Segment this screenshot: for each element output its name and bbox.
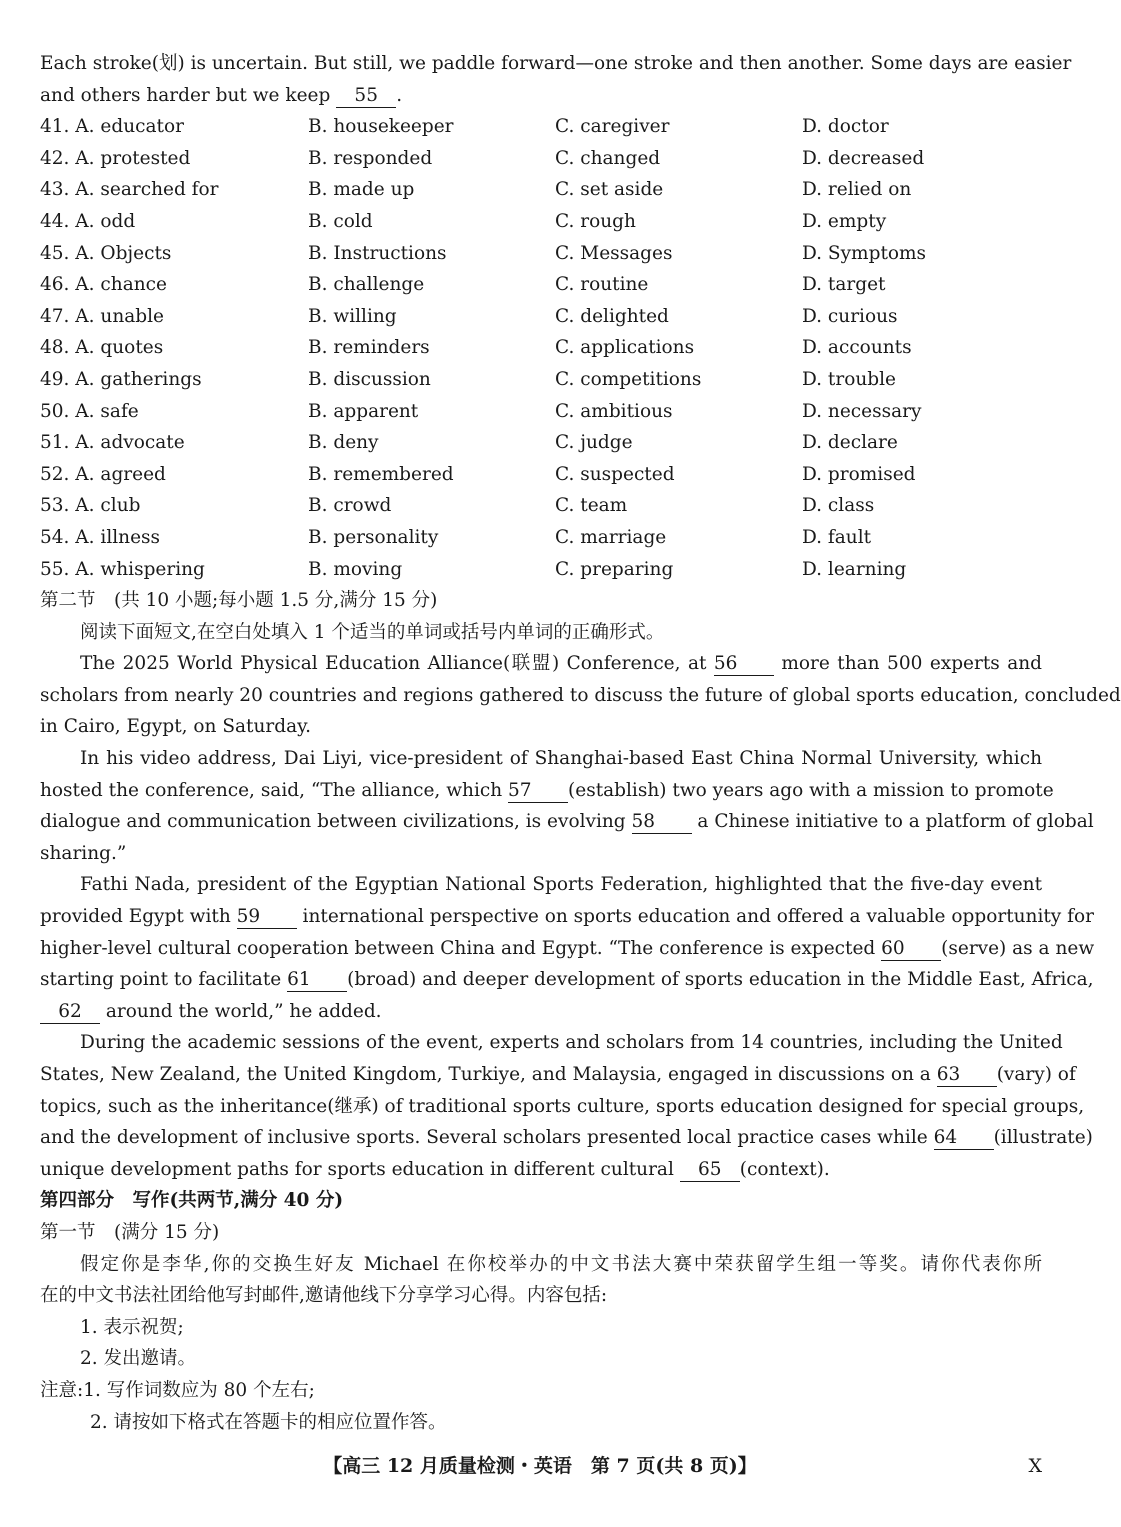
prompt-line: 在的中文书法社团给他写封邮件,邀请他线下分享学习心得。内容包括: bbox=[40, 1285, 608, 1307]
option-a: 54. A. illness bbox=[40, 526, 161, 548]
paragraph-line: in Cairo, Egypt, on Saturday. bbox=[40, 716, 311, 738]
option-row bbox=[40, 206, 1042, 238]
option-row bbox=[40, 269, 1042, 301]
option-d: D. relied on bbox=[802, 179, 912, 201]
option-b: B. crowd bbox=[308, 495, 392, 517]
option-c: C. suspected bbox=[555, 463, 675, 485]
blank-55: 55 bbox=[336, 85, 396, 108]
option-d: D. necessary bbox=[802, 400, 922, 422]
option-d: D. trouble bbox=[802, 368, 896, 390]
option-d: D. target bbox=[802, 274, 886, 296]
option-b: B. willing bbox=[308, 305, 397, 327]
passage-line bbox=[40, 80, 1042, 112]
option-b: B. apparent bbox=[308, 400, 419, 422]
option-a: 42. A. protested bbox=[40, 147, 191, 169]
option-d: D. curious bbox=[802, 305, 898, 327]
blank-59: 59 bbox=[237, 906, 297, 929]
note-line: 2. 请按如下格式在答题卡的相应位置作答。 bbox=[90, 1411, 447, 1433]
option-a: 44. A. odd bbox=[40, 210, 136, 232]
option-b: B. remembered bbox=[308, 463, 454, 485]
option-d: D. doctor bbox=[802, 116, 889, 138]
section2-instruction: 阅读下面短文,在空白处填入 1 个适当的单词或括号内单词的正确形式。 bbox=[80, 621, 665, 643]
paragraph-line: sharing.” bbox=[40, 842, 127, 864]
paragraph-line: During the academic sessions of the event, experts and scholars from 14 countries, including the United bbox=[80, 1032, 1063, 1054]
option-a: 45. A. Objects bbox=[40, 242, 172, 264]
part4-heading: 第四部分 写作(共两节,满分 40 分) bbox=[40, 1190, 344, 1212]
option-row bbox=[40, 554, 1042, 586]
option-c: C. competitions bbox=[555, 368, 702, 390]
option-row bbox=[40, 396, 1042, 428]
option-a: 49. A. gatherings bbox=[40, 368, 202, 390]
option-c: C. ambitious bbox=[555, 400, 673, 422]
option-a: 55. A. whispering bbox=[40, 558, 205, 580]
option-b: B. Instructions bbox=[308, 242, 447, 264]
option-a: 50. A. safe bbox=[40, 400, 139, 422]
option-b: B. deny bbox=[308, 432, 379, 454]
prompt-item: 1. 表示祝贺; bbox=[80, 1316, 184, 1338]
page-footer bbox=[0, 1451, 1080, 1481]
option-d: D. empty bbox=[802, 210, 887, 232]
option-row bbox=[40, 174, 1042, 206]
option-row bbox=[40, 427, 1042, 459]
option-c: C. rough bbox=[555, 210, 636, 232]
option-c: C. Messages bbox=[555, 242, 673, 264]
option-b: B. challenge bbox=[308, 274, 425, 296]
option-c: C. routine bbox=[555, 274, 649, 296]
passage-text: and others harder but we keep bbox=[40, 84, 331, 106]
option-b: B. reminders bbox=[308, 337, 430, 359]
option-d: D. declare bbox=[802, 432, 898, 454]
blank-57: 57 bbox=[508, 780, 568, 803]
option-row bbox=[40, 364, 1042, 396]
option-c: C. caregiver bbox=[555, 116, 670, 138]
paragraph-line: provided Egypt with 59 international perspective on sports education and offered a valuable opportunity for bbox=[40, 906, 1094, 928]
option-b: B. housekeeper bbox=[308, 116, 454, 138]
blank-62: 62 bbox=[40, 1001, 100, 1024]
option-a: 48. A. quotes bbox=[40, 337, 164, 359]
option-d: D. promised bbox=[802, 463, 916, 485]
paragraph-line: scholars from nearly 20 countries and regions gathered to discuss the future of global sports education, concluded bbox=[40, 684, 1121, 706]
footer-text: 【高三 12 月质量检测・英语 第 7 页(共 8 页)】 bbox=[323, 1455, 757, 1477]
option-b: B. cold bbox=[308, 210, 373, 232]
option-c: C. team bbox=[555, 495, 628, 517]
option-c: C. changed bbox=[555, 147, 661, 169]
paragraph-line: The 2025 World Physical Education Alliance(联盟) Conference, at 56 more than 500 experts and bbox=[80, 653, 1042, 675]
option-a: 46. A. chance bbox=[40, 274, 167, 296]
paragraph-line: topics, such as the inheritance(继承) of traditional sports culture, sports education designed for special groups, bbox=[40, 1095, 1085, 1117]
option-c: C. delighted bbox=[555, 305, 669, 327]
option-row bbox=[40, 490, 1042, 522]
option-row bbox=[40, 111, 1042, 143]
option-b: B. discussion bbox=[308, 368, 431, 390]
option-a: 51. A. advocate bbox=[40, 432, 185, 454]
option-d: D. decreased bbox=[802, 147, 925, 169]
option-d: D. learning bbox=[802, 558, 907, 580]
passage-line: Each stroke(划) is uncertain. But still, we paddle forward—one stroke and then another. Some days are easier bbox=[40, 53, 1072, 74]
paragraph-line: Fathi Nada, president of the Egyptian National Sports Federation, highlighted that the five-day event bbox=[80, 874, 1042, 896]
note-line: 注意:1. 写作词数应为 80 个左右; bbox=[40, 1379, 315, 1401]
option-c: C. set aside bbox=[555, 179, 664, 201]
blank-64: 64 bbox=[934, 1127, 994, 1150]
option-row bbox=[40, 143, 1042, 175]
blank-60: 60 bbox=[881, 938, 941, 961]
option-row bbox=[40, 459, 1042, 491]
option-a: 43. A. searched for bbox=[40, 179, 219, 201]
option-row bbox=[40, 332, 1042, 364]
blank-56: 56 bbox=[714, 653, 774, 676]
option-row bbox=[40, 301, 1042, 333]
version-mark: X bbox=[1028, 1455, 1042, 1477]
part4-subheading: 第一节 (满分 15 分) bbox=[40, 1221, 220, 1243]
option-c: C. preparing bbox=[555, 558, 674, 580]
paragraph-line: and the development of inclusive sports. Several scholars presented local practice cases while 64 (illustrate) bbox=[40, 1127, 1093, 1149]
paragraph-line: States, New Zealand, the United Kingdom, Turkiye, and Malaysia, engaged in discussions on a 63 (vary) of bbox=[40, 1064, 1076, 1085]
paragraph-line: unique development paths for sports education in different cultural 65 (context). bbox=[40, 1158, 830, 1180]
paragraph-line: dialogue and communication between civilizations, is evolving 58 a Chinese initiative to a platform of global bbox=[40, 811, 1094, 833]
blank-63: 63 bbox=[937, 1064, 997, 1087]
option-b: B. moving bbox=[308, 558, 403, 580]
option-b: B. personality bbox=[308, 526, 439, 548]
option-b: B. made up bbox=[308, 179, 415, 201]
blank-58: 58 bbox=[632, 811, 692, 834]
option-c: C. marriage bbox=[555, 526, 667, 548]
option-a: 53. A. club bbox=[40, 495, 141, 517]
option-d: D. class bbox=[802, 495, 875, 517]
paragraph-line: starting point to facilitate 61 (broad) and deeper development of sports education in the Middle East, Africa, bbox=[40, 969, 1094, 991]
paragraph-line: higher-level cultural cooperation between China and Egypt. “The conference is expected 60 (serve) as a new bbox=[40, 937, 1095, 959]
option-c: C. applications bbox=[555, 337, 695, 359]
option-row bbox=[40, 522, 1042, 554]
option-a: 41. A. educator bbox=[40, 116, 184, 138]
option-d: D. accounts bbox=[802, 337, 912, 359]
section2-heading: 第二节 (共 10 小题;每小题 1.5 分,满分 15 分) bbox=[40, 590, 438, 612]
blank-61: 61 bbox=[287, 969, 347, 992]
option-d: D. fault bbox=[802, 526, 872, 548]
exam-page bbox=[40, 48, 1121, 1438]
paragraph-line: 62 around the world,” he added. bbox=[40, 996, 1042, 1028]
option-c: C. judge bbox=[555, 432, 633, 454]
option-a: 47. A. unable bbox=[40, 305, 164, 327]
prompt-line: 假定你是李华,你的交换生好友 Michael 在你校举办的中文书法大赛中荣获留学生组一等奖。请你代表你所 bbox=[80, 1253, 1042, 1275]
options-list bbox=[40, 111, 1042, 585]
paragraph-line: hosted the conference, said, “The alliance, which 57 (establish) two years ago with a mission to promote bbox=[40, 779, 1054, 801]
prompt-item: 2. 发出邀请。 bbox=[80, 1348, 197, 1370]
option-b: B. responded bbox=[308, 147, 433, 169]
blank-65: 65 bbox=[680, 1159, 740, 1182]
paragraph-line: In his video address, Dai Liyi, vice-president of Shanghai-based East China Normal University, which bbox=[80, 748, 1042, 770]
passage-text: . bbox=[396, 84, 403, 106]
option-a: 52. A. agreed bbox=[40, 463, 166, 485]
option-d: D. Symptoms bbox=[802, 242, 927, 264]
option-row bbox=[40, 238, 1042, 270]
